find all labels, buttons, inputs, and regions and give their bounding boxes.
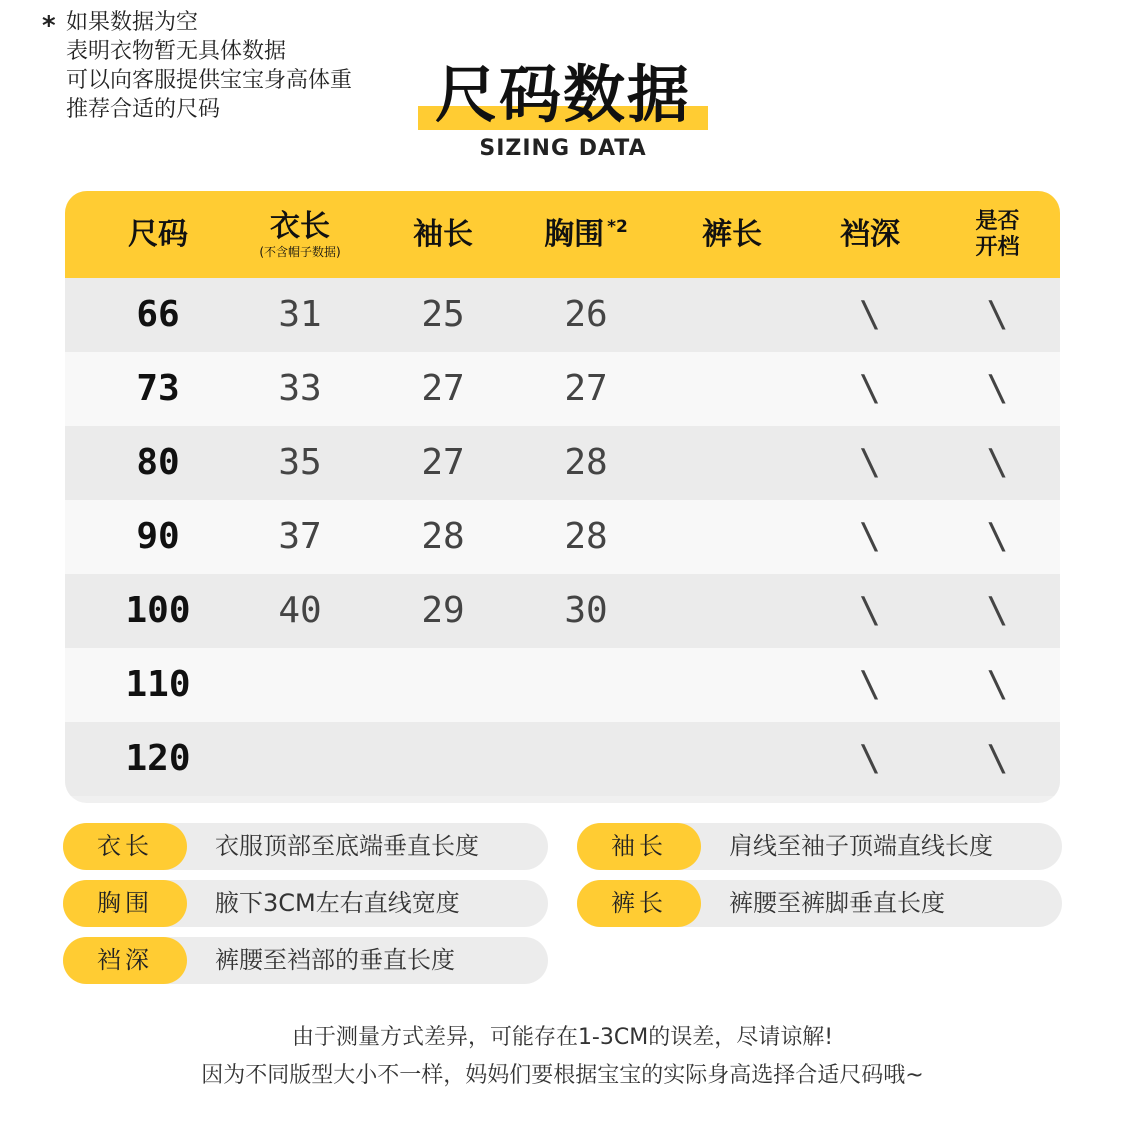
cell-size: 80	[136, 442, 180, 483]
cell-crotch: \	[859, 368, 881, 409]
cell-sleeve: 25	[421, 294, 465, 335]
header-size	[83, 191, 233, 278]
cell-chest: 28	[564, 516, 608, 557]
cell-chest: 30	[564, 590, 608, 631]
cell-open-crotch: \	[986, 442, 1009, 483]
cell-open-crotch: \	[986, 738, 1009, 779]
cell-open-crotch: \	[986, 516, 1009, 557]
cell-crotch: \	[859, 664, 881, 705]
asterisk-icon: *	[42, 11, 56, 41]
cell-sleeve: 27	[421, 442, 465, 483]
footer-line-1: 由于测量方式差异，可能存在1-3CM的误差，尽请谅解!	[291, 1025, 834, 1050]
table-row	[65, 426, 1060, 500]
cell-pants	[657, 426, 807, 500]
cell-size: 66	[136, 294, 180, 335]
legend-desc: 腋下3CM左右直线宽度	[215, 889, 460, 917]
cell-crotch: \	[859, 590, 881, 631]
header-crotch	[795, 191, 945, 278]
cell-pants	[657, 648, 807, 722]
table-row	[65, 574, 1060, 648]
legend-desc: 裤腰至裤脚垂直长度	[729, 889, 945, 917]
legend-pants	[577, 880, 1062, 927]
table-row	[65, 722, 1060, 796]
note-line-1: 如果数据为空	[66, 10, 199, 35]
cell-crotch: \	[859, 294, 881, 335]
empty-data-note	[42, 8, 352, 124]
table-row	[65, 500, 1060, 574]
cell-length: 33	[278, 368, 322, 409]
header-open-crotch-line1: 是否	[975, 208, 1020, 234]
cell-size: 120	[125, 738, 191, 779]
header-pants	[657, 191, 807, 278]
header-chest	[511, 191, 661, 278]
header-crotch-label: 裆深	[840, 217, 900, 252]
cell-chest: 26	[564, 294, 608, 335]
cell-crotch: \	[859, 738, 881, 779]
table-row	[65, 352, 1060, 426]
header-length-label: 衣长	[270, 209, 330, 244]
header-sleeve	[368, 191, 518, 278]
header-pants-label: 裤长	[702, 217, 762, 252]
legend-length	[63, 823, 548, 870]
page-title: 尺码数据	[434, 58, 691, 131]
cell-size: 73	[136, 368, 180, 409]
cell-size: 100	[125, 590, 191, 631]
cell-sleeve: 29	[421, 590, 465, 631]
header-size-label: 尺码	[128, 217, 188, 252]
cell-open-crotch: \	[986, 368, 1009, 409]
legend-sleeve	[577, 823, 1062, 870]
cell-open-crotch: \	[986, 664, 1009, 705]
cell-chest	[511, 722, 661, 796]
legend-tag: 胸围	[63, 880, 187, 927]
cell-crotch: \	[859, 442, 881, 483]
cell-size: 110	[125, 664, 191, 705]
header-length	[225, 191, 375, 278]
cell-pants	[657, 500, 807, 574]
cell-sleeve	[368, 722, 518, 796]
cell-chest: 27	[564, 368, 608, 409]
legend-chest	[63, 880, 548, 927]
cell-length: 31	[278, 294, 322, 335]
legend-tag: 衣长	[63, 823, 187, 870]
size-table	[65, 191, 1060, 803]
cell-length: 35	[278, 442, 322, 483]
cell-sleeve: 27	[421, 368, 465, 409]
cell-sleeve	[368, 648, 518, 722]
legend-desc: 裤腰至裆部的垂直长度	[215, 946, 455, 974]
footer-line-2: 因为不同版型大小不一样，妈妈们要根据宝宝的实际身高选择合适尺码哦~	[201, 1063, 924, 1088]
header-length-note: (不含帽子数据)	[259, 245, 341, 259]
cell-pants	[657, 352, 807, 426]
legend-tag: 裤长	[577, 880, 701, 927]
cell-length: 40	[278, 590, 322, 631]
table-row	[65, 278, 1060, 352]
legend-tag: 裆深	[63, 937, 187, 984]
cell-sleeve: 28	[421, 516, 465, 557]
cell-length	[225, 648, 375, 722]
cell-pants	[657, 278, 807, 352]
cell-crotch: \	[859, 516, 881, 557]
legend-desc: 衣服顶部至底端垂直长度	[215, 832, 479, 860]
note-line-2: 表明衣物暂无具体数据	[66, 39, 287, 64]
table-row	[65, 648, 1060, 722]
cell-open-crotch: \	[986, 294, 1009, 335]
cell-length: 37	[278, 516, 322, 557]
cell-open-crotch: \	[986, 590, 1009, 631]
title-block	[418, 58, 708, 132]
legend-desc: 肩线至袖子顶端直线长度	[729, 832, 993, 860]
note-line-4: 推荐合适的尺码	[66, 97, 221, 122]
legend-crotch	[63, 937, 548, 984]
header-open-crotch	[935, 191, 1060, 278]
header-open-crotch-line2: 开档	[975, 234, 1020, 260]
cell-chest	[511, 648, 661, 722]
cell-pants	[657, 722, 807, 796]
header-chest-label: 胸围	[544, 217, 605, 252]
table-header	[65, 191, 1060, 278]
cell-size: 90	[136, 516, 180, 557]
header-chest-sup: *2	[607, 217, 628, 237]
cell-pants	[657, 574, 807, 648]
page-subtitle: SIZING DATA	[479, 136, 647, 161]
cell-length	[225, 722, 375, 796]
cell-chest: 28	[564, 442, 608, 483]
note-line-3: 可以向客服提供宝宝身高体重	[66, 68, 353, 93]
legend-tag: 袖长	[577, 823, 701, 870]
header-sleeve-label: 袖长	[413, 217, 473, 252]
